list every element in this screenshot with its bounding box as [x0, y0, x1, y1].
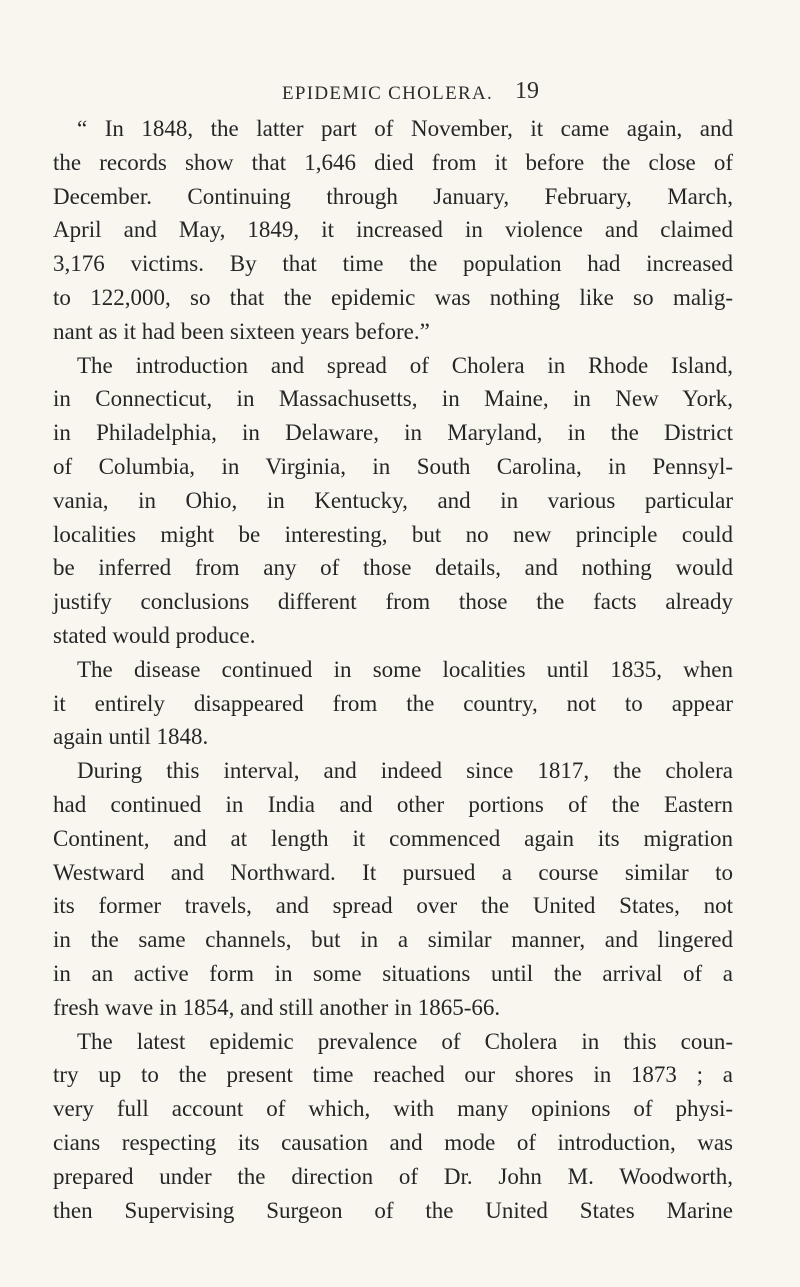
text-line: December. Continuing through January, February, March,: [53, 183, 733, 209]
text-line: prepared under the direction of Dr. John M. Woodworth,: [53, 1163, 733, 1189]
text-line: cians respecting its causation and mode of introduction, was: [53, 1129, 733, 1155]
text-line: be inferred from any of those details, and nothing would: [53, 555, 733, 581]
text-line: “ In 1848, the latter part of November, it came again, and: [77, 116, 733, 141]
page-number: 19: [515, 78, 539, 104]
body-text: [53, 112, 733, 1227]
text-line: The disease continued in some localities until 1835, when: [77, 656, 733, 682]
text-line: its former travels, and spread over the United States, not: [53, 893, 733, 919]
text-line: it entirely disappeared from the country, not to appear: [53, 690, 733, 716]
text-line: The latest epidemic prevalence of Cholera in this coun-: [77, 1028, 733, 1054]
text-line: try up to the present time reached our shores in 1873 ; a: [53, 1062, 733, 1088]
text-line: had continued in India and other portions of the Eastern: [53, 791, 733, 817]
text-line: stated would produce.: [53, 622, 256, 648]
text-line: 3,176 victims. By that time the population had increased: [53, 251, 733, 277]
text-line: in the same channels, but in a similar manner, and lingered: [53, 927, 733, 953]
text-line: vania, in Ohio, in Kentucky, and in various particular: [53, 487, 733, 513]
text-line: the records show that 1,646 died from it before the close of: [53, 149, 733, 175]
text-line: then Supervising Surgeon of the United States Marine: [53, 1197, 733, 1223]
text-line: April and May, 1849, it increased in violence and claimed: [53, 217, 733, 243]
text-line: in Connecticut, in Massachusetts, in Maine, in New York,: [53, 386, 733, 412]
text-line: to 122,000, so that the epidemic was nothing like so malig-: [53, 284, 733, 310]
text-line: again until 1848.: [53, 724, 209, 750]
text-line: The introduction and spread of Cholera in Rhode Island,: [77, 352, 733, 378]
text-line: Westward and Northward. It pursued a course similar to: [53, 859, 733, 885]
text-line: nant as it had been sixteen years before.”: [53, 318, 430, 344]
text-line: fresh wave in 1854, and still another in 1865-66.: [53, 994, 501, 1020]
text-line: in an active form in some situations until the arrival of a: [53, 960, 733, 986]
text-line: of Columbia, in Virginia, in South Carolina, in Pennsyl-: [53, 453, 733, 479]
text-line: localities might be interesting, but no new principle could: [53, 521, 733, 547]
text-line: Continent, and at length it commenced again its migration: [53, 825, 733, 851]
text-line: in Philadelphia, in Delaware, in Maryland, in the District: [53, 420, 733, 446]
text-line: During this interval, and indeed since 1817, the cholera: [77, 758, 733, 784]
text-line: justify conclusions different from those the facts already: [53, 589, 733, 615]
running-title: EPIDEMIC CHOLERA.: [282, 83, 494, 104]
text-line: very full account of which, with many opinions of physi-: [53, 1096, 733, 1122]
